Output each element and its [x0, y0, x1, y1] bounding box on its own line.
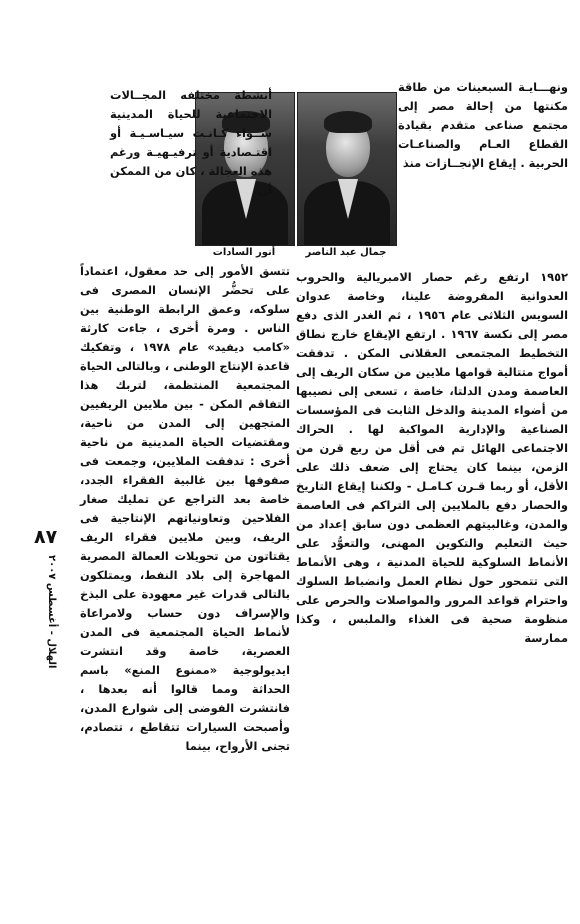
article-column-right-top — [398, 78, 568, 173]
article-column-left-top — [110, 86, 272, 200]
paragraph: أنشطة مختلفه المجــالات الاجتماعية للحياة المدينية ســواء كـانـت سيـاسـيـة أو اقتـصادية أو ترفيـهيـة ورغم هذه العجالة ، كان من الممكن أن — [110, 88, 272, 197]
article-column-left — [80, 262, 290, 756]
article-column-right — [296, 268, 568, 648]
paragraph: ١٩٥٢ ارتفع رغم حصار الامبريالية والحروب العدوانية المفروضة علينا، وخاصة عدوان السويس الثلاثى عام ١٩٥٦ ، ثم الغدر الذى دفع مصر إلى نكسة ١٩٦٧ . ارتفع الإيقاع خارج نطاق التخطيط المجتمعى العقلانى المكن . تدفقت أمواج متتالية قوامها ملايين من سكان الريف إلى العاصمة ومدن الدلتا، خاصة ، تسعى إلى نصيبها من أضواء المدينة والدخل الثابت فى المؤسسات الصناعية والإدارية المواكبة لها . الحراك الاجتماعى الهائل تم فى أقل من ربع قرن من الزمن، بينما كان يحتاج إلى ضعف ذلك على الأقل، أو ربما قـرن كـامـل - ولكننا إيقاع التاريخ والحصار دفع بالملايين إلى التراكم فى العاصمة والمدن، وغالبيتهم العظمى دون سابق إعداد من حيث التعليم والتكوين المهنى، والتعوُّد على الأنماط السلوكية للحياة المدنية ، وهى الأنماط التى تتمحور حول نظام العمل وانضباط السلوك واحترام قواعد المرور والمواصلات والحرص على منظومة صحية فى الغذاء والملبس ، وكذا ممارسة — [296, 270, 568, 645]
nasser-caption: جمال عبد الناصر — [305, 247, 387, 258]
page-number: ٨٧ — [34, 526, 58, 548]
paragraph: ونهـــايـة السبعينات من طاقة مكنتها من إحالة مصر إلى مجتمع صناعى متقدم بقيادة القطاع العـام والصناعـات الحربية . إيقاع الإنجــازات منذ — [398, 80, 568, 170]
sadat-caption: أنور السادات — [212, 247, 276, 258]
journal-label: الهلال - أغسطس ٢٠٠٧ — [46, 555, 57, 669]
nasser-portrait — [297, 92, 397, 246]
paragraph: تتسق الأمور إلى حد معقول، اعتماداً على تحضُّر الإنسان المصرى فى سلوكه، وعمق الرابطة الوطنية بين الناس . ومرة أخرى ، جاءت كارثة «كامب ديفيد» عام ١٩٧٨ ، وتفكيك قاعدة الإنتاج الوطنى ، وبالتالى الحياة المجتمعية المنتظمة، لتربك هذا التفاقم المكن - بين ملايين الريفيين المتجهين إلى المدن من ناحية، ومقتضيات الحياة المدينية من ناحية أخرى : تدفقت الملايين، وجمعت فى صفوفها بين غالبية الفقراء الجدد، خاصة بعد التراجع عن تمليك صغار الفلاحين وتعاونياتهم الإنتاجية فى الريف، وبين ملايين فقراء الريف يقتاتون من تحويلات العمالة المصرية المهاجرة إلى بلاد النفط، ويمتلكون بالتالى قدرات غير معهودة على البذخ والإسراف دون حساب ولامراعاة لأنماط الحياة المجتمعية فى المدن العصرية، خاصة وقد انتشرت ايديولوجية «ممنوع المنع» باسم الحداثة ومما قالوا أنه بعدها ، فانتشرت الفوضى إلى شوارع المدن، وأصبحت السيارات تتقاطع ، تتصادم، تجنى الأرواح، بينما — [80, 264, 290, 753]
